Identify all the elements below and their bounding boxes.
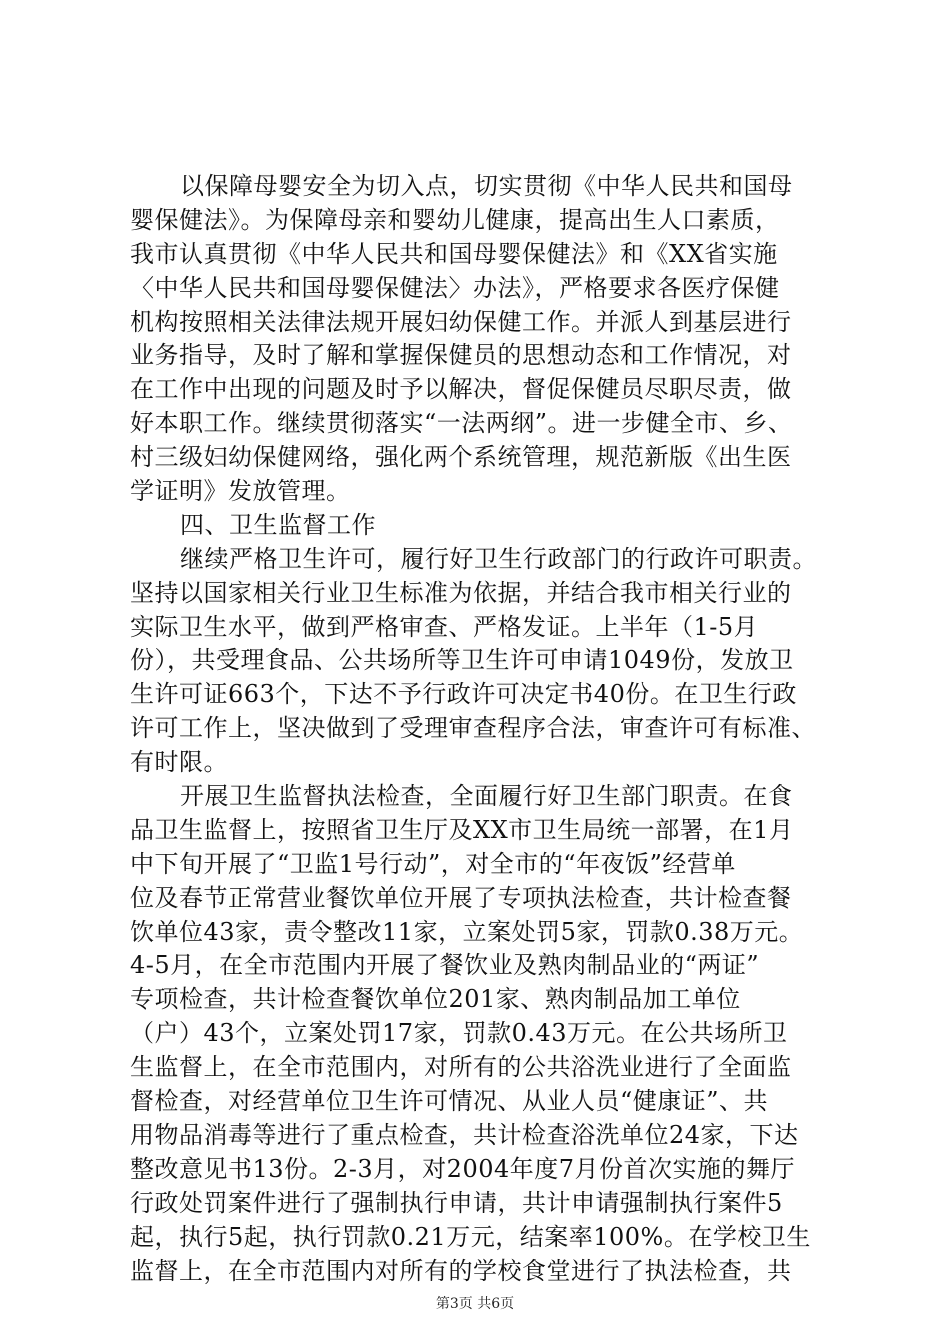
text-line: 整改意见书13份。2-3月，对2004年度7月份首次实施的舞厅 <box>130 1154 796 1183</box>
text-line: 用物品消毒等进行了重点检查，共计检查浴洗单位24家，下达 <box>130 1120 799 1149</box>
page-footer <box>0 1293 950 1313</box>
section-heading: 四、卫生监督工作 <box>180 510 376 539</box>
text-line: 在工作中出现的问题及时予以解决，督促保健员尽职尽责，做 <box>130 375 792 404</box>
text-line: 4-5月，在全市范围内开展了餐饮业及熟肉制品业的“两证” <box>130 951 760 980</box>
document-body <box>130 170 830 1288</box>
text-line: 实际卫生水平，做到严格审查、严格发证。上半年（1-5月 <box>130 612 759 641</box>
text-line: 品卫生监督上，按照省卫生厅及XX市卫生局统一部署，在1月 <box>130 815 794 844</box>
text-line: 行政处罚案件进行了强制执行申请，共计申请强制执行案件5 <box>130 1188 783 1217</box>
text-line: 业务指导，及时了解和掌握保健员的思想动态和工作情况，对 <box>130 341 792 370</box>
text-line: 生许可证663个，下达不予行政许可决定书40份。在卫生行政 <box>130 680 797 709</box>
text-line: 机构按照相关法律法规开展妇幼保健工作。并派人到基层进行 <box>130 307 792 336</box>
text-line: 继续严格卫生许可，履行好卫生行政部门的行政许可职责。 <box>180 544 817 573</box>
text-line: 监督上，在全市范围内对所有的学校食堂进行了执法检查，共 <box>130 1256 792 1285</box>
text-line: 以保障母婴安全为切入点，切实贯彻《中华人民共和国母 <box>180 172 793 200</box>
text-line: 许可工作上，坚决做到了受理审查程序合法，审查许可有标准、 <box>130 714 816 743</box>
text-line: 学证明》发放管理。 <box>130 477 351 506</box>
text-line: 婴保健法》。为保障母亲和婴幼儿健康，提高出生人口素质， <box>130 205 780 234</box>
text-line: 村三级妇幼保健网络，强化两个系统管理，规范新版《出生医 <box>130 443 792 472</box>
text-line: 我市认真贯彻《中华人民共和国母婴保健法》和《XX省实施 <box>130 239 778 268</box>
text-line: 有时限。 <box>130 748 228 777</box>
text-line: 中下旬开展了“卫监1号行动”，对全市的“年夜饭”经营单 <box>130 849 736 878</box>
text-line: 开展卫生监督执法检查，全面履行好卫生部门职责。在食 <box>180 782 793 811</box>
text-line: 好本职工作。继续贯彻落实“一法两纲”。进一步健全市、乡、 <box>130 409 793 438</box>
page-number: 第3页 共6页 <box>435 1296 515 1312</box>
text-line: 饮单位43家，责令整改11家，立案处罚5家，罚款0.38万元。 <box>130 917 804 946</box>
text-line: 生监督上，在全市范围内，对所有的公共浴洗业进行了全面监 <box>130 1053 792 1082</box>
text-line: 〈中华人民共和国母婴保健法〉办法》，严格要求各医疗保健 <box>130 273 780 302</box>
text-line: 位及春节正常营业餐饮单位开展了专项执法检查，共计检查餐 <box>130 883 792 912</box>
text-line: 起，执行5起，执行罚款0.21万元，结案率100%。在学校卫生 <box>130 1222 811 1251</box>
text-line: （户）43个，立案处罚17家，罚款0.43万元。在公共场所卫 <box>130 1019 788 1048</box>
text-line: 专项检查，共计检查餐饮单位201家、熟肉制品加工单位 <box>130 985 741 1014</box>
text-line: 坚持以国家相关行业卫生标准为依据，并结合我市相关行业的 <box>130 578 792 607</box>
text-line: 督检查，对经营单位卫生许可情况、从业人员“健康证”、共 <box>130 1087 769 1116</box>
text-line: 份），共受理食品、公共场所等卫生许可申请1049份，发放卫 <box>130 646 794 675</box>
